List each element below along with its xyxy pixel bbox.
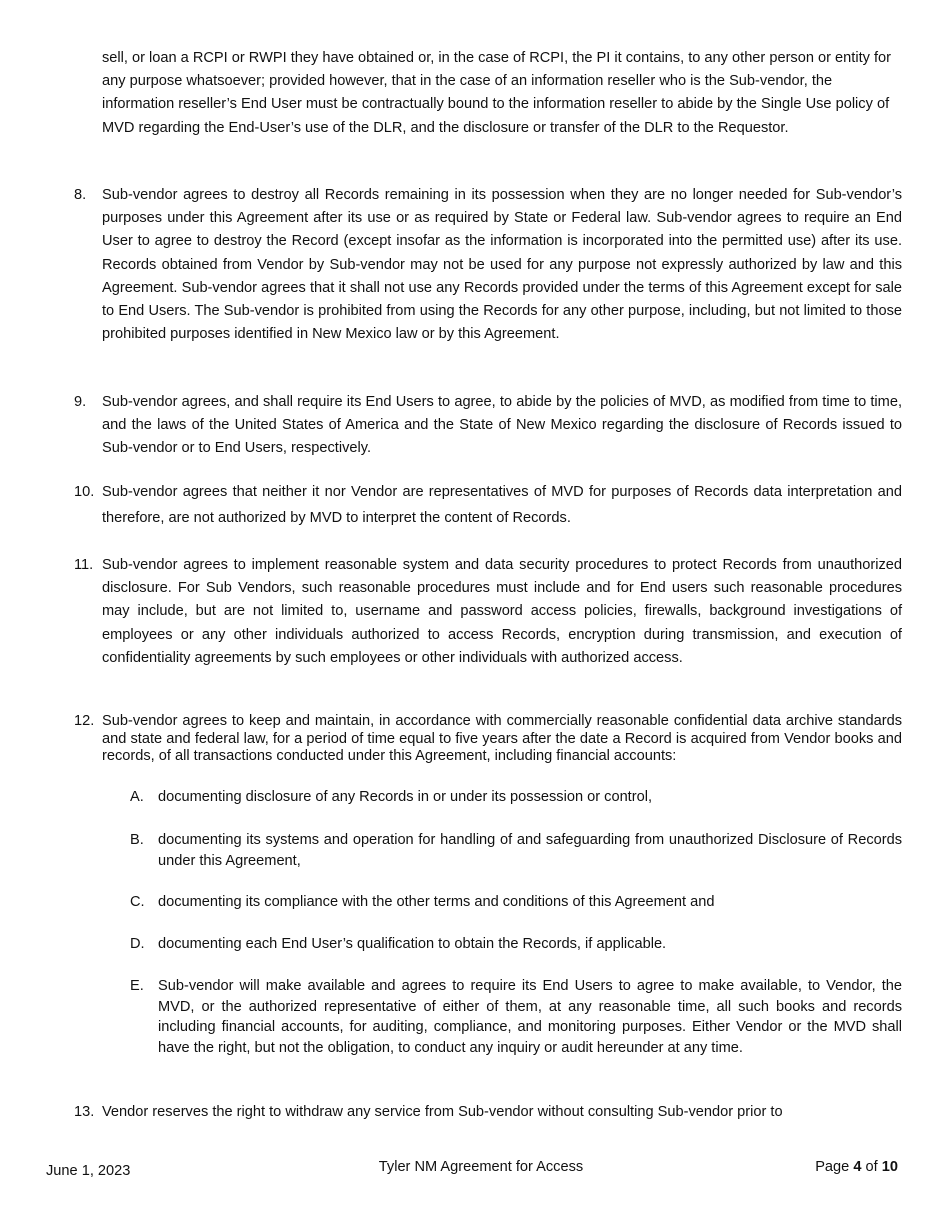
page-current: 4 [853,1159,862,1175]
subclause-text: Sub-vendor will make available and agrees to require its End Users to agree to make available, to Vendor, the MVD, or the authorized representative of either of them, at any reasonable time, all such books and records including financial accounts, for auditing, compliance, and monitoring purposes. Either Vendor or the MVD shall have the right, but not the obligation, to conduct any inquiry or audit hereunder at any time. [158,978,902,1056]
subclause-b [130,830,902,871]
continuation-paragraph: sell, or loan a RCPI or RWPI they have obtained or, in the case of RCPI, the PI it contains, to any other person or entity for any purpose whatsoever; provided however, that in the case of an information reseller who is the Sub-vendor, the information reseller’s End User must be contractually bound to the information reseller to abide by the Single Use policy of MVD regarding the End-User’s use of the DLR, and the disclosure or transfer of the DLR to the Requestor. [102,50,892,136]
clause-10 [74,479,902,531]
clause-13 [74,1101,902,1124]
subclause-letter: E. [130,978,144,994]
subclause-letter: D. [130,936,145,952]
clause-text: Sub-vendor agrees, and shall require its End Users to agree, to abide by the policies of MVD, as modified from time to time, and the laws of the United States of America and the State of New Mexico regarding the disclosure of Records issued to Sub-vendor or to End Users, respectively. [102,394,902,457]
page-total: 10 [881,1159,898,1175]
clause-text: Sub-vendor agrees that neither it nor Vendor are representatives of MVD for purposes of Records data interpretation and therefore, are not authorized by MVD to interpret the content of Records. [102,484,902,526]
clause-number: 10. [74,484,95,500]
footer-page-number [815,1157,898,1177]
subclause-text: documenting its compliance with the other terms and conditions of this Agreement and [158,894,715,910]
clause-number: 11. [74,557,94,573]
clause-number: 12. [74,713,95,729]
clause-number: 8. [74,187,87,203]
clause-number: 13. [74,1104,95,1120]
clause-9 [74,391,902,461]
subclause-text: documenting its systems and operation for handling of and safeguarding from unauthorized Disclosure of Records under this Agreement, [158,832,902,869]
subclause-e [130,976,902,1058]
clause-text: Sub-vendor agrees to implement reasonable system and data security procedures to protect Records from unauthorized disclosure. For Sub Vendors, such reasonable procedures must include and for End users such reasonable procedures may include, but are not limited to, username and password access policies, firewalls, background investigations of employees or any other individuals authorized to access Records, encryption during transmission, and execution of confidentiality agreements by such employees or other individuals with authorized access. [102,557,902,666]
page-of: of [865,1159,878,1175]
clause-text: Sub-vendor agrees to keep and maintain, in accordance with commercially reasonable confidential data archive standards and state and federal law, for a period of time equal to five years after the date a Record is acquired from Vendor books and records, of all transactions conducted under this Agreement, including financial accounts: [102,713,902,764]
page-label: Page [815,1159,850,1175]
subclause-c [130,892,902,913]
subclause-text: documenting each End User’s qualification to obtain the Records, if applicable. [158,936,667,952]
subclause-letter: C. [130,894,145,910]
clause-text: Sub-vendor agrees to destroy all Records remaining in its possession when they are no longer needed for Sub-vendor’s purposes under this Agreement after its use or as required by State or Federal law. Sub-vendor agrees to require an End User to agree to destroy the Record (except insofar as the information is incorporated into the permitted use) after its use. Records obtained from Vendor by Sub-vendor may not be used for any purpose not expressly authorized by law and this Agreement. Sub-vendor agrees that it shall not use any Records provided under the terms of this Agreement except for sale to End Users. The Sub-vendor is prohibited from using the Records for any other purpose, including, but not limited to those prohibited purposes identified in New Mexico law or by this Agreement. [102,187,902,343]
clause-number: 9. [74,394,87,410]
clause-12 [74,713,902,766]
subclause-letter: A. [130,789,144,805]
clause-11 [74,554,902,670]
footer-date: June 1, 2023 [46,1163,131,1179]
subclause-a [130,787,902,808]
clause-8 [74,184,902,346]
footer-title: Tyler NM Agreement for Access [378,1159,584,1175]
subclause-d [130,934,902,955]
subclause-text: documenting disclosure of any Records in or under its possession or control, [158,789,653,805]
clause-text: Vendor reserves the right to withdraw any service from Sub-vendor without consulting Sub-vendor prior to [102,1104,783,1120]
subclause-letter: B. [130,832,144,848]
